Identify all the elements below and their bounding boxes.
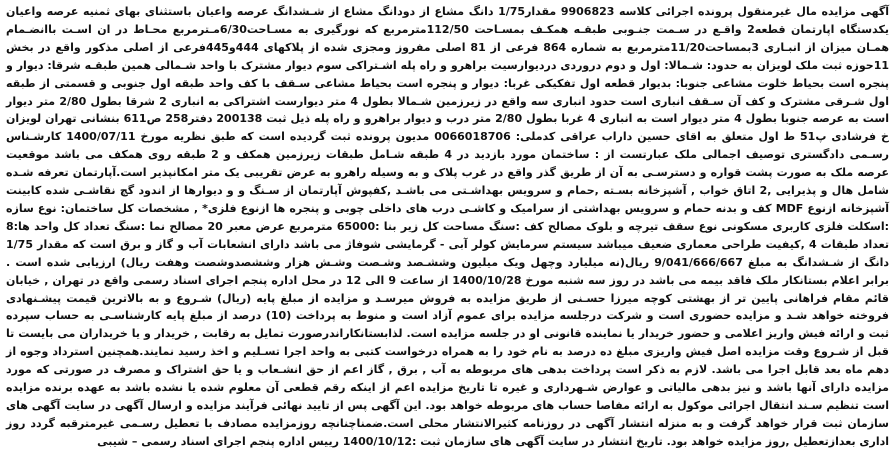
auction-notice-text: آگهی مزایده مال غیرمنقول پرونده اجرائی کلاسه 9906823 مقدار1/75 دانگ مشاع از دودانگ مشاع از شـشدانگ عرصه واعیان باستثنای بهای ثمنیه عرصه واعیان یکدستگاه اپارتمان قطعه2 واقـع در سـمت جنـوبی طبقـه همکـف بمسـاحت 112/50مترمربع که نورگیری به مسـاحت6/30مـترمربع محـاط در ان اسـت باانضـمام همـان میزان از انبـاری 3بمساحت11/20مترمربع به شماره 864 فرعی از 81 اصلی مفروز ومجزی شده از پلاکهای 444و445فرعی از اصلی مذکور واقع در بخش 11حوزه ثبت ملک لویزان به حدود: شـمالا: اول و دوم دروردی دردیوارسیت براهرو و راه پله اشـتراکی سوم دیوار مشترک با واحد شـمالی همین طبقـه شرقا: دیوار و پنجره است بحیاط خلوت مشاعی جنوبا: بدیوار قطعه اول تفکیکی غربا: دیوار و پنجره است بحیاط مشاعی سـقف با کف واحد طبقه اول جنوبی و قسمتی از طبقه اول شـرقی مشترک و کف آن سـقف انباری است حدود انباری سه واقع در زیرزمین شـمالا بطول 4 متر دیوارست اشتراکی به انباری 2 شرقا بطول 2/80 متر دیوار است به عرصه جنوبا بطول 4 متر دیوار است به انباری 4 غربا بطول 2/80 متر درب و دیوار براهرو و راه پله ذیل ثبت 200138 دفتر258 ص611 بنشانی تهران لویزان خ فرشادی پ51 ط اول متعلق به اقای حسین داراب عراقی کدملی: 0066018706 مدیون پرونده ثبت گردیده است که طبق نظریه مورخ 1400/07/11 کارشـناس رسـمی دادگستری توصیف اجمالی ملک عبارتست از : ساختمان مورد بازدید در 4 طبقه شـامل طبقات زیرزمین همکف و 2 طبقه روی همکف می باشد موقعیت عرصه ملک به صورت پشت قواره و دسترسـی به آن از طریق گذر واقع در غرب پلاک و به وسیله راهرو به عرض تقریبی یک متر امکانپذیر است.آپارتمان تعرفه شـده شامل هال و پذیرایی ,2 اتاق خواب , آشپزخانه بسـته ,حمام و سرویس بهداشـتی می باشـد ,کفپوش آپارتمان از سـنگ و و دیوارها از اندود گچ نقاشـی شده کابینت آشپزخانه ازنوع MDF کف و بدنه حمام و سرویس بهداشتی از سرامیک و کاشـی درب های داخلی چوبی و پنجره ها ازنوع فلزی* , مشخصات کل ساختمان: نوع سازه :اسکلت فلزی کاربری مسکونی نوع سقف تیرچه و بلوک مصالح کف :سنگ مساحت کل زیر بنا :65000 مترمربع عرض معبر 20 مصالح نما :سنگ تعداد کل واحد ها:8 تعداد طبقات 4 ,کیفیت طراحی معماری ضعیف میباشد سیستم سرمایش کولر آبی - گرمایشی شوفاژ می باشد دارای انشعابات آب و گاز و برق است که مقدار 1/75 دانگ از شـشدانگ به مبلغ 9/041/666/667 ریال(نه میلیارد وچهل ویک میلیون وششـصد وشـصت وشـش هزار وششصدوشصت وهفت ریال) ارزیابی شده است . برابر اعلام بستانکار ملک فاقد بیمه می باشد در روز سه شنبه مورخ 1400/10/28 از ساعت 9 الی 12 در محل اداره پنجم اجرای اسناد رسمی واقع در تهران , خیابان قائم مقام فراهانی پایین تر از بهشتی کوچه میرزا حسـنی از طریق مزایده به فروش میرسـد و مزایده از مبلغ پایه (ریال) شـروع و به بالاترین قیمت پیشـنهادی فروخته خواهد شـد و مزایده حضوری است و شرکت درجلسه مزایده برای عموم آزاد است و منوط به پرداخت (10) درصد از مبلغ پایه کارشناسـی به حساب سپرده ثبت و ارائه فیش واریز اعلامی و حضور خریدار یا نماینده قانونی او در جلسه مزایده است. لذابستانکاراندرصورت تمایل به رقابت , خریدار و یا خریداران می بایست تا قبل از شـروع وقت مزایده اصل فیش واریزی مبلغ ده درصد به نام خود را به همراه درخواست کتبی به واحد اجرا تسـلیم و اخذ رسید نمایند.همچنین استرداد وجوه از دهم ماه بعد قابل اجرا می باشد. لازم به ذکر است پرداخت بدهی های مربوطه به آب , برق , گاز اعم از حق انشـعاب و یا حق اشتراک و مصرف در صورتی که مورد مزایده دارای آنها باشد و نیز بدهی مالیاتی و عوارض شـهرداری و غیره تا تاریخ مزایده اعم از اینکه رقم قطعی آن معلوم شده یا نشده باشد به عهده برنده مزایده است تنظیم سـند انتقال اجرائی موکول به ارائه مفاصا حساب های مربوطه خواهد بود. این آگهی پس از تایید نهائی فرآیند مزایده و ارسال آگهی در سایت آگهی های سازمان ثبت قرار خواهد گرفت و به منزله انتشار آگهی در روزنامه کثیرالانتشار محلی است.ضمناچنانچه روزمزایده مصادف با تعطیل رسـمی غیرمترقبه گردد روز اداری بعدازتعطیل ,روز مزایده خواهد بود. تاریخ انتشار در سایت آگهی های سازمان ثبت :1400/10/12 رییس اداره پنجم اجرای اسناد رسمی – شیبی bbox=[6, 5, 890, 448]
